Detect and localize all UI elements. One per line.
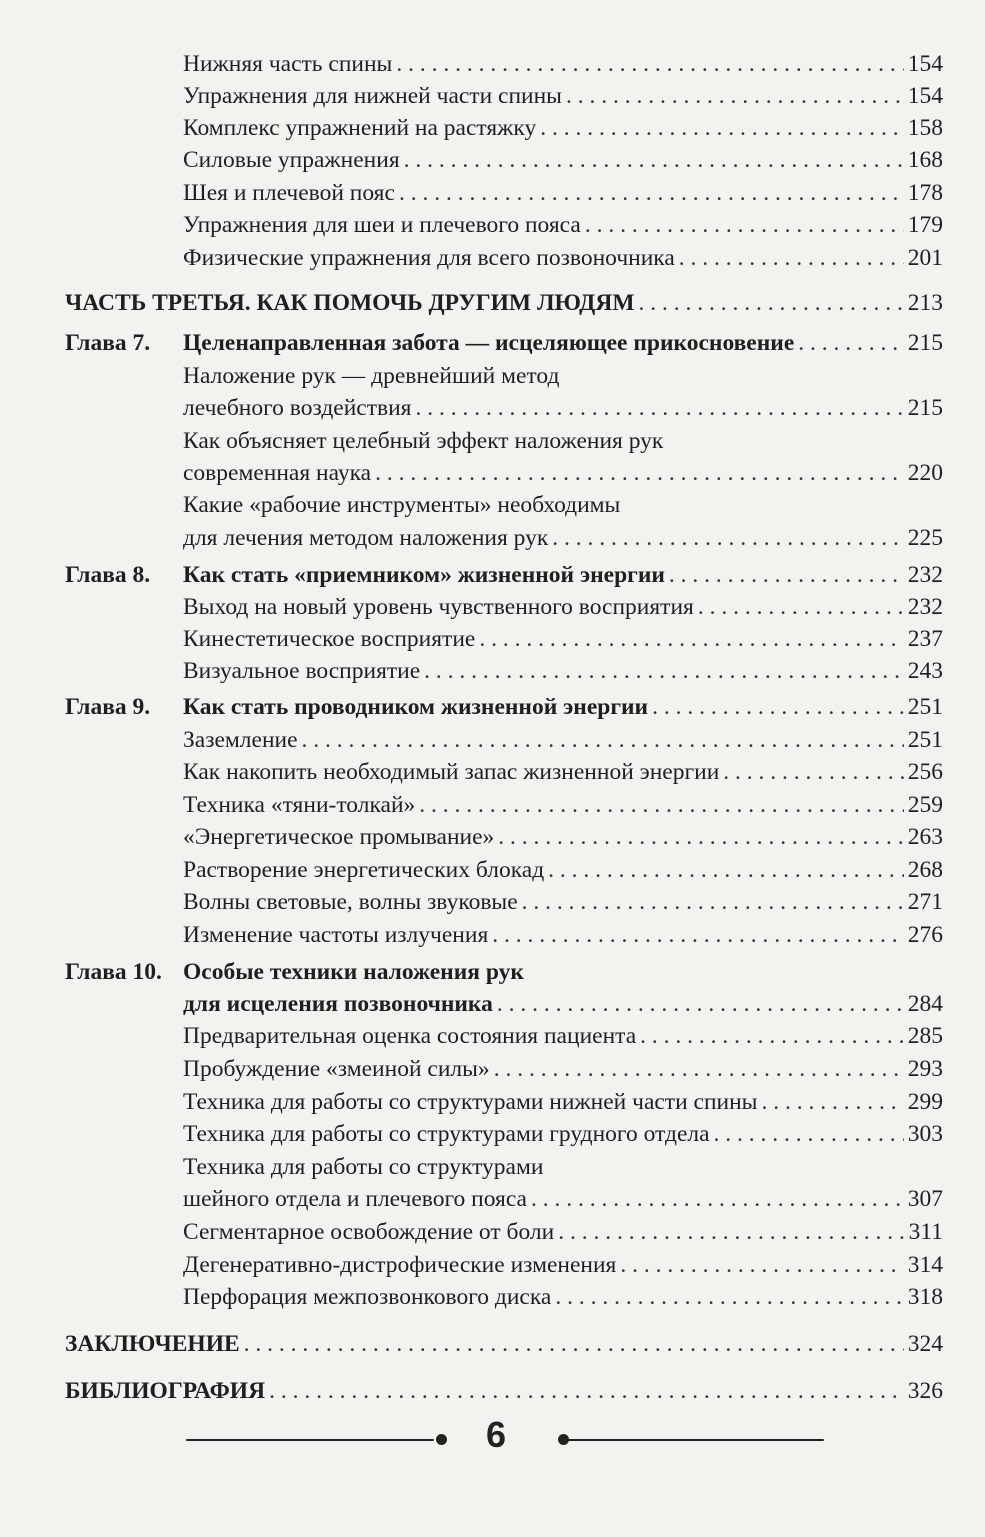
dot-leader xyxy=(714,1120,904,1148)
toc-entry-page: 251 xyxy=(907,694,943,720)
toc-entry-page: 220 xyxy=(907,460,943,486)
toc-entry-row xyxy=(65,1377,943,1405)
toc-entry-row xyxy=(183,459,943,487)
toc-entry-title: Дегенеративно-дистрофические изменения xyxy=(183,1252,617,1278)
toc-entry-page: 225 xyxy=(907,525,943,551)
toc-entry xyxy=(0,856,985,884)
toc-entry-title: «Энергетическое промывание» xyxy=(183,824,495,850)
toc-entry xyxy=(0,1251,985,1279)
toc-entry xyxy=(0,491,985,519)
toc-entry-title: Упражнения для шеи и плечевого пояса xyxy=(183,212,581,238)
toc-entry-page: 215 xyxy=(907,330,943,356)
toc-entry-page: 232 xyxy=(907,594,943,620)
toc-entry-row xyxy=(183,888,943,916)
toc-entry-page: 154 xyxy=(907,83,943,109)
toc-entry-title: Пробуждение «змеиной силы» xyxy=(183,1056,490,1082)
toc-entry-page: 154 xyxy=(907,51,943,77)
toc-entry-row xyxy=(183,693,943,721)
toc-entry-row xyxy=(183,82,943,110)
toc-entry-row xyxy=(183,244,943,272)
dot-leader xyxy=(698,593,904,621)
dot-leader xyxy=(375,459,904,487)
toc-chapter xyxy=(0,329,985,357)
toc-entry-row xyxy=(183,625,943,653)
toc-entry-row xyxy=(183,1088,943,1116)
toc-entry-title: Выход на новый уровень чувственного восприятия xyxy=(183,594,694,620)
toc-entry-page: 256 xyxy=(907,759,943,785)
dot-leader xyxy=(497,990,904,1018)
toc-entry-row xyxy=(183,1153,943,1181)
toc-entry-row xyxy=(183,427,943,455)
toc-entry xyxy=(0,50,985,78)
dot-leader xyxy=(566,82,904,110)
dot-leader xyxy=(723,758,903,786)
toc-entry-row xyxy=(183,146,943,174)
chapter-label: Глава 8. xyxy=(65,562,151,588)
dot-leader xyxy=(415,394,903,422)
toc-entry-title: Упражнения для нижней части спины xyxy=(183,83,562,109)
toc-entry-page: 243 xyxy=(907,658,943,684)
toc-entry-row xyxy=(183,657,943,685)
toc-entry-title: Какие «рабочие инструменты» необходимы xyxy=(183,492,621,518)
toc-entry xyxy=(0,1185,985,1213)
toc-entry-title: для лечения методом наложения рук xyxy=(183,525,549,551)
dot-leader xyxy=(558,1218,904,1246)
dot-leader xyxy=(798,329,903,357)
toc-entry xyxy=(0,593,985,621)
toc-entry-row xyxy=(183,1185,943,1213)
toc-entry-row xyxy=(183,394,943,422)
dot-leader xyxy=(548,856,904,884)
chapter-title: Как стать проводником жизненной энергии xyxy=(183,694,649,720)
toc-entry-title: Физические упражнения для всего позвоночника xyxy=(183,245,675,271)
toc-entry-title: шейного отдела и плечевого пояса xyxy=(183,1186,527,1212)
footer-rule-right xyxy=(564,1439,824,1441)
toc-entry-row xyxy=(183,758,943,786)
dot-leader xyxy=(244,1330,904,1358)
chapter-label: Глава 10. xyxy=(65,959,162,985)
dot-leader xyxy=(585,211,904,239)
toc-chapter-continued xyxy=(0,990,985,1018)
dot-leader xyxy=(479,625,903,653)
toc-entry xyxy=(0,1218,985,1246)
toc-entry-page: 213 xyxy=(907,290,943,316)
toc-entry-title: лечебного воздействия xyxy=(183,395,412,421)
section-title: ЗАКЛЮЧЕНИЕ xyxy=(65,1331,240,1357)
toc-entry-title: Комплекс упражнений на растяжку xyxy=(183,115,537,141)
toc-entry-title: Предварительная оценка состояния пациента xyxy=(183,1023,637,1049)
toc-entry xyxy=(0,362,985,390)
toc-entry-page: 276 xyxy=(907,922,943,948)
toc-entry-page: 179 xyxy=(907,212,943,238)
toc-entry xyxy=(0,146,985,174)
dot-leader xyxy=(269,1377,904,1405)
toc-entry-title: Кинестетическое восприятие xyxy=(183,626,476,652)
toc-entry-page: 263 xyxy=(907,824,943,850)
toc-entry-title: Силовые упражнения xyxy=(183,147,400,173)
toc-entry-title: Техника для работы со структурами грудного отдела xyxy=(183,1121,710,1147)
toc-entry-row xyxy=(183,1120,943,1148)
toc-entry-title: Заземление xyxy=(183,727,298,753)
toc-entry xyxy=(0,1153,985,1181)
dot-leader xyxy=(540,114,904,142)
toc-entry-page: 178 xyxy=(907,180,943,206)
dot-leader xyxy=(424,657,904,685)
toc-entry-page: 271 xyxy=(907,889,943,915)
toc-entry-row xyxy=(183,990,943,1018)
chapter-title: Как стать «приемником» жизненной энергии xyxy=(183,562,665,588)
toc-entry-title: Изменение частоты излучения xyxy=(183,922,489,948)
toc-entry-row xyxy=(183,179,943,207)
toc-entry-page: 284 xyxy=(907,991,943,1017)
toc-entry-page: 303 xyxy=(907,1121,943,1147)
toc-entry-row xyxy=(183,211,943,239)
toc-entry xyxy=(0,657,985,685)
toc-entry-title: Техника «тяни-толкай» xyxy=(183,792,416,818)
toc-entry xyxy=(0,524,985,552)
dot-leader xyxy=(761,1088,903,1116)
part-title: ЧАСТЬ ТРЕТЬЯ. КАК ПОМОЧЬ ДРУГИМ ЛЮДЯМ xyxy=(65,290,635,316)
toc-entry-title: Техника для работы со структурами нижней части спины xyxy=(183,1089,758,1115)
dot-leader xyxy=(679,244,904,272)
dot-leader xyxy=(492,921,904,949)
toc-entry-row xyxy=(183,524,943,552)
toc-entry xyxy=(0,1283,985,1311)
toc-entry-title: Как накопить необходимый запас жизненной энергии xyxy=(183,759,720,785)
toc-entry-row xyxy=(183,1055,943,1083)
toc-entry-row xyxy=(183,1283,943,1311)
toc-entry-page: 318 xyxy=(907,1284,943,1310)
toc-entry xyxy=(0,244,985,272)
dot-leader xyxy=(498,823,903,851)
chapter-label: Глава 9. xyxy=(65,694,151,720)
toc-entry-page: 299 xyxy=(907,1089,943,1115)
section-title: БИБЛИОГРАФИЯ xyxy=(65,1378,266,1404)
toc-entry-page: 168 xyxy=(907,147,943,173)
toc-entry-row xyxy=(183,561,943,589)
toc-entry-row xyxy=(183,921,943,949)
toc-entry-row xyxy=(183,1251,943,1279)
toc-entry-page: 215 xyxy=(907,395,943,421)
dot-leader xyxy=(652,693,904,721)
toc-entry-page: 158 xyxy=(907,115,943,141)
page-footer xyxy=(186,1414,824,1460)
footer-dot-left xyxy=(436,1434,447,1445)
dot-leader xyxy=(419,791,903,819)
toc-entry-page: 251 xyxy=(907,727,943,753)
toc-entry xyxy=(0,1088,985,1116)
dot-leader xyxy=(531,1185,904,1213)
toc-chapter xyxy=(0,693,985,721)
toc-entry-page: 326 xyxy=(907,1378,943,1404)
toc-entry xyxy=(0,1120,985,1148)
toc-entry-title: Наложение рук — древнейший метод xyxy=(183,363,560,389)
toc-entry-page: 307 xyxy=(907,1186,943,1212)
toc-entry-row xyxy=(65,289,943,317)
toc-entry-row xyxy=(183,329,943,357)
chapter-label: Глава 7. xyxy=(65,330,151,356)
toc-entry xyxy=(0,394,985,422)
chapter-title: для исцеления позвоночника xyxy=(183,991,493,1017)
toc-entry-page: 324 xyxy=(907,1331,943,1357)
toc-section-heading xyxy=(0,1377,985,1405)
toc-part-heading xyxy=(0,289,985,317)
toc-entry-title: Техника для работы со структурами xyxy=(183,1154,544,1180)
page-number: 6 xyxy=(486,1414,507,1455)
toc-entry-page: 268 xyxy=(907,857,943,883)
toc-entry xyxy=(0,758,985,786)
footer-rule-left xyxy=(186,1439,434,1441)
toc-chapter xyxy=(0,561,985,589)
toc-entry xyxy=(0,114,985,142)
toc-entry-page: 201 xyxy=(907,245,943,271)
dot-leader xyxy=(404,146,904,174)
chapter-title: Особые техники наложения рук xyxy=(183,959,524,985)
toc-entry-row xyxy=(183,823,943,851)
toc-entry-row xyxy=(183,958,943,986)
toc-entry-title: Визуальное восприятие xyxy=(183,658,421,684)
toc-entry-title: современная наука xyxy=(183,460,372,486)
dot-leader xyxy=(555,1283,903,1311)
dot-leader xyxy=(620,1251,903,1279)
toc-entry-row xyxy=(183,791,943,819)
toc-entry-title: Нижняя часть спины xyxy=(183,51,393,77)
toc-entry xyxy=(0,1055,985,1083)
toc-entry-row xyxy=(183,593,943,621)
toc-entry-title: Сегментарное освобождение от боли xyxy=(183,1219,555,1245)
toc-entry-row xyxy=(183,50,943,78)
toc-entry-row xyxy=(183,362,943,390)
toc-entry-title: Шея и плечевой пояс xyxy=(183,180,395,206)
toc-entry-page: 311 xyxy=(908,1219,943,1245)
chapter-title: Целенаправленная забота — исцеляющее прикосновение xyxy=(183,330,795,356)
toc-entry-title: Как объясняет целебный эффект наложения рук xyxy=(183,428,664,454)
toc-entry-row xyxy=(183,856,943,884)
dot-leader xyxy=(302,726,904,754)
toc-entry-title: Перфорация межпозвонкового диска xyxy=(183,1284,552,1310)
toc-entry xyxy=(0,921,985,949)
toc-section-heading xyxy=(0,1330,985,1358)
toc-entry-row xyxy=(183,491,943,519)
toc-entry xyxy=(0,791,985,819)
dot-leader xyxy=(494,1055,904,1083)
toc-entry-page: 314 xyxy=(907,1252,943,1278)
toc-entry xyxy=(0,823,985,851)
toc-entry xyxy=(0,459,985,487)
toc-entry-page: 232 xyxy=(907,562,943,588)
toc-entry xyxy=(0,211,985,239)
toc-entry xyxy=(0,179,985,207)
toc-entry-page: 293 xyxy=(907,1056,943,1082)
dot-leader xyxy=(522,888,904,916)
dot-leader xyxy=(396,50,903,78)
toc-entry-row xyxy=(183,1022,943,1050)
dot-leader xyxy=(399,179,904,207)
toc-entry-title: Волны световые, волны звуковые xyxy=(183,889,518,915)
toc-entry-page: 259 xyxy=(907,792,943,818)
toc-entry xyxy=(0,888,985,916)
toc-entry-page: 237 xyxy=(907,626,943,652)
toc-entry-row xyxy=(183,1218,943,1246)
dot-leader xyxy=(639,289,904,317)
dot-leader xyxy=(669,561,904,589)
toc-entry xyxy=(0,625,985,653)
dot-leader xyxy=(640,1022,904,1050)
toc-chapter xyxy=(0,958,985,986)
dot-leader xyxy=(552,524,903,552)
toc-entry xyxy=(0,1022,985,1050)
toc-entry-row xyxy=(183,726,943,754)
toc-entry-row xyxy=(65,1330,943,1358)
toc-entry-title: Растворение энергетических блокад xyxy=(183,857,545,883)
toc-entry xyxy=(0,726,985,754)
toc-entry xyxy=(0,427,985,455)
toc-entry-row xyxy=(183,114,943,142)
toc-entry xyxy=(0,82,985,110)
toc-entry-page: 285 xyxy=(907,1023,943,1049)
